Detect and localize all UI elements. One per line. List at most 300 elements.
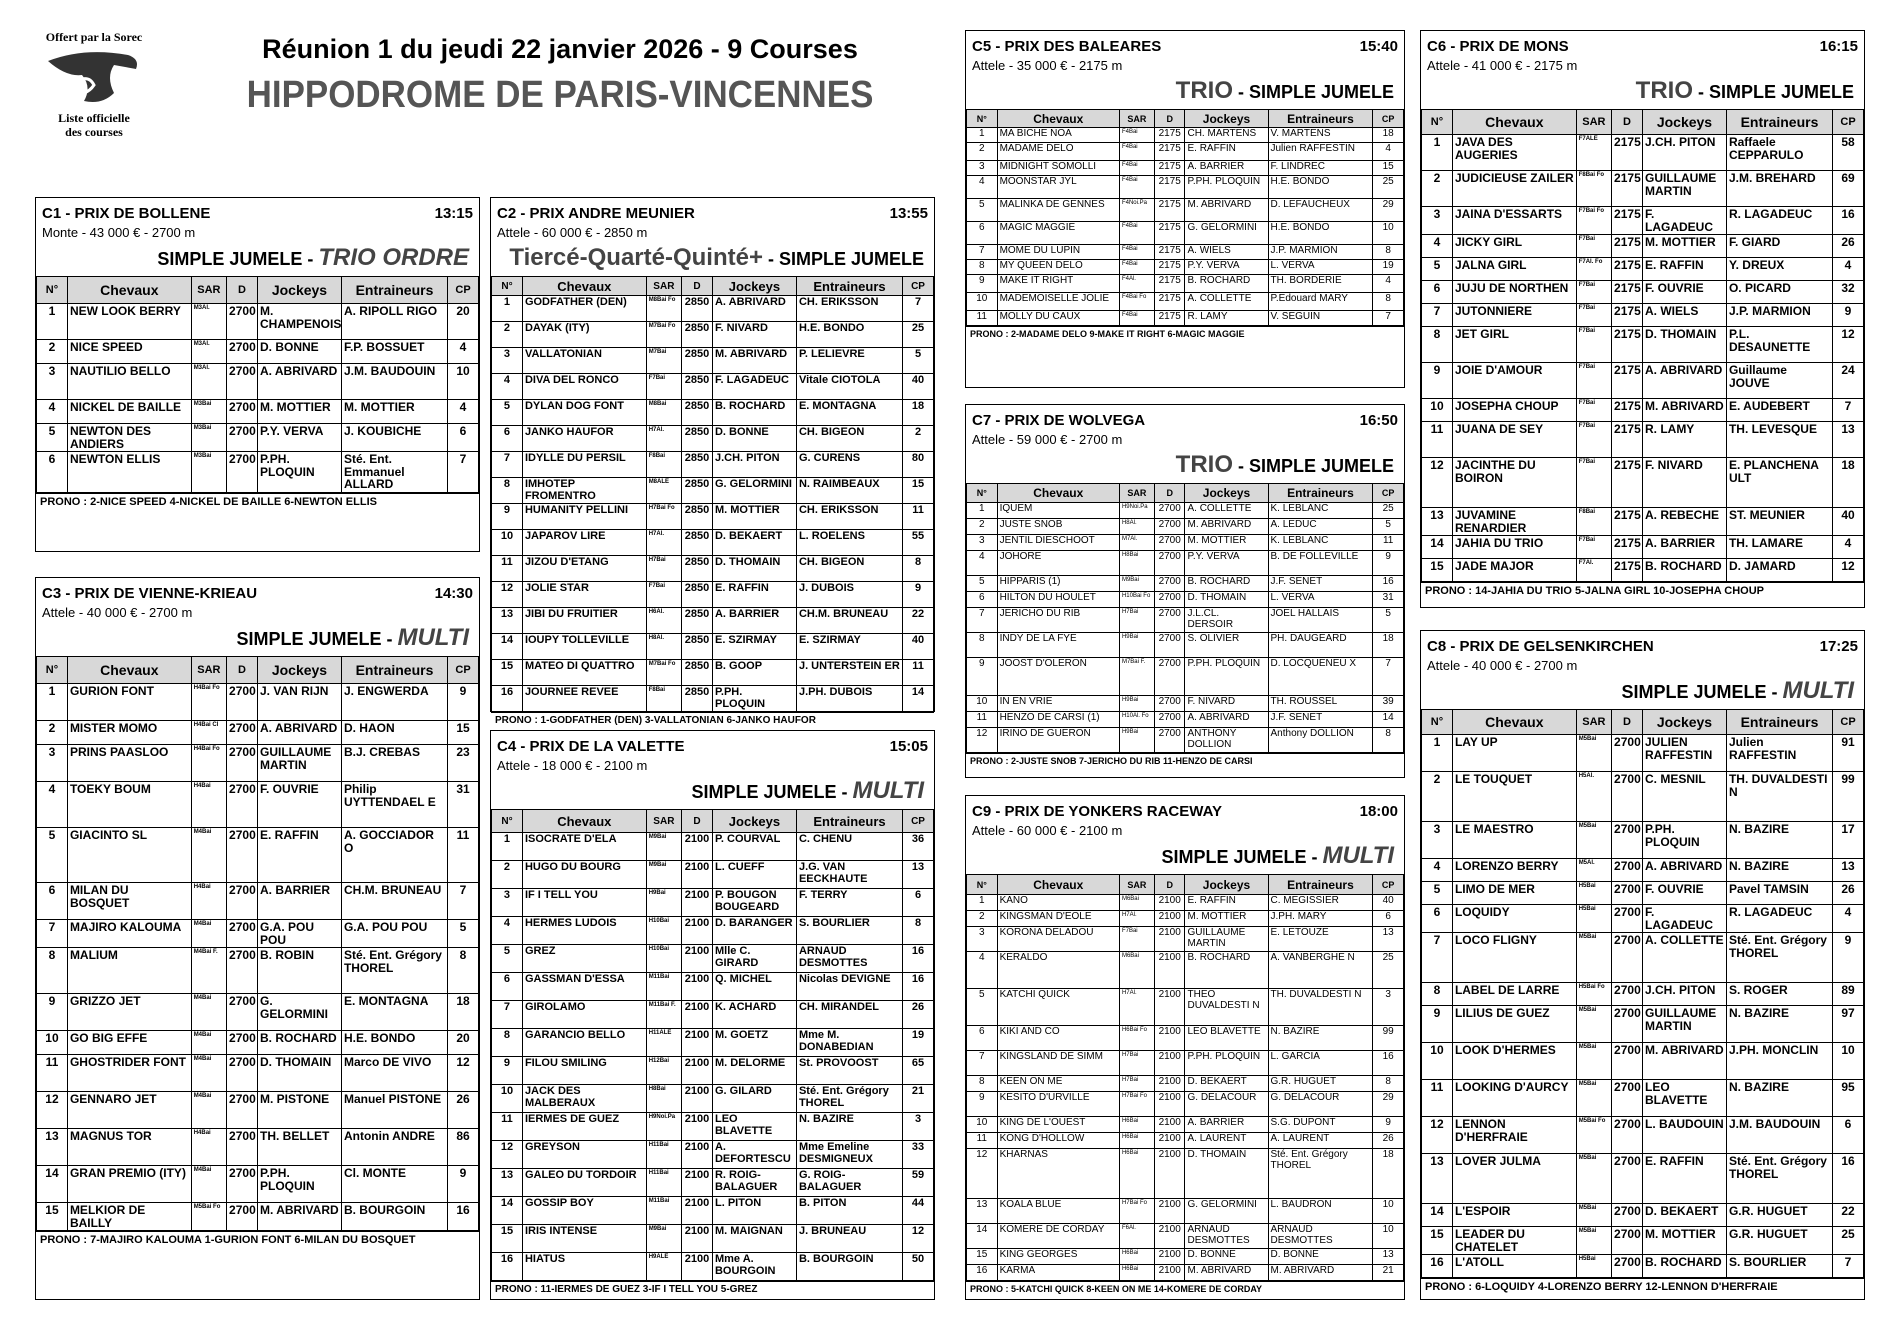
column-header-dist: D (1612, 710, 1643, 735)
cell-num: 6 (37, 883, 68, 920)
cell-sar: M4Bai F. (191, 948, 226, 994)
cell-sar: M5Bai (1576, 822, 1611, 859)
cell-jockey: F. OUVRIE (1642, 281, 1726, 304)
cell-trainer: F. GIARD (1726, 235, 1832, 258)
table-header-row (492, 277, 934, 296)
cell-horse: JET GIRL (1452, 327, 1576, 363)
cell-horse: JUTONNIERE (1452, 304, 1576, 327)
cell-sar: H4Bai Cl (191, 721, 226, 745)
table-row (37, 948, 479, 994)
cell-dist: 2700 (1154, 576, 1185, 592)
cell-cp: 4 (448, 340, 479, 364)
cell-cp: 10 (1373, 1224, 1404, 1249)
cell-trainer: CH.M. BRUNEAU (796, 608, 902, 634)
cell-dist: 2100 (1154, 1026, 1185, 1051)
cell-sar: H5Bai (1576, 882, 1611, 905)
cell-trainer: Sté. Ent. Grégory THOREL (796, 1085, 902, 1113)
cell-cp: 14 (1373, 712, 1404, 728)
cell-dist: 2700 (227, 1055, 258, 1092)
column-header-cp: CP (1833, 710, 1864, 735)
cell-cp: 9 (1373, 1117, 1404, 1133)
cell-sar: H9Bai (1119, 696, 1154, 712)
cell-jockey: B. GOOP (712, 660, 796, 686)
cell-jockey: P.Y. VERVA (1185, 260, 1268, 275)
cell-dist: 2700 (1612, 772, 1643, 822)
cell-jockey: C. MESNIL (1642, 772, 1726, 822)
cell-sar: M9Bai (646, 833, 681, 861)
cell-horse: KOMERE DE CORDAY (997, 1224, 1119, 1249)
cell-num: 3 (1422, 822, 1453, 859)
cell-dist: 2850 (682, 374, 713, 400)
cell-cp: 7 (448, 452, 479, 493)
cell-cp: 8 (1373, 293, 1404, 311)
race-header (966, 405, 1404, 429)
cell-num: 2 (492, 322, 523, 348)
cell-trainer: CH. MIRANDEL (796, 1001, 902, 1029)
cell-trainer: B. DE FOLLEVILLE (1268, 551, 1373, 576)
cell-jockey: B. ROCHARD (1642, 1255, 1726, 1278)
cell-sar: M7Bai (646, 348, 681, 374)
table-row (492, 889, 934, 917)
cell-cp: 12 (1833, 559, 1864, 582)
bet-type-main: SIMPLE JUMELE - (236, 629, 398, 649)
cell-cp: 16 (448, 1203, 479, 1231)
race-conditions: Attele - 35 000 € - 2175 m (972, 58, 1123, 73)
cell-dist: 2700 (1154, 728, 1185, 753)
cell-horse: JOOST D'OLERON (997, 658, 1119, 696)
cell-dist: 2850 (682, 660, 713, 686)
table-row (1422, 1204, 1864, 1227)
cell-dist: 2100 (1154, 1092, 1185, 1117)
cell-horse: JUJU DE NORTHEN (1452, 281, 1576, 304)
race-header (1421, 631, 1864, 655)
table-row (1422, 1255, 1864, 1278)
cell-jockey: M. ABRIVARD (1185, 1265, 1268, 1281)
cell-sar: M11Bai F. (646, 1001, 681, 1029)
table-row (1422, 235, 1864, 258)
cell-dist: 2100 (1154, 1249, 1185, 1265)
cell-sar: H6Al. (646, 608, 681, 634)
cell-sar: F4Bai (1119, 143, 1154, 161)
column-header-jockey: Jockeys (1185, 110, 1268, 128)
cell-num: 4 (967, 176, 998, 199)
cell-horse: DYLAN DOG FONT (522, 400, 646, 426)
cell-dist: 2100 (1154, 952, 1185, 989)
column-header-sar: SAR (191, 657, 226, 684)
cell-cp: 8 (903, 556, 934, 582)
cell-jockey: D. THOMAIN (1185, 592, 1268, 608)
cell-sar: H7Al. (1119, 989, 1154, 1026)
cell-jockey: Mlle C. GIRARD (712, 945, 796, 973)
cell-trainer: J.PH. DUBOIS (796, 686, 902, 712)
cell-trainer: E. SZIRMAY (796, 634, 902, 660)
cell-num: 4 (1422, 859, 1453, 882)
column-header-jockey: Jockeys (712, 277, 796, 296)
cell-horse: KANO (997, 895, 1119, 911)
cell-horse: KIKI AND CO (997, 1026, 1119, 1051)
cell-sar: M3Bai (191, 424, 226, 452)
cell-horse: GRAN PREMIO (ITY) (67, 1166, 191, 1203)
cell-cp: 21 (1373, 1265, 1404, 1281)
cell-horse: LILIUS DE GUEZ (1452, 1006, 1576, 1043)
cell-jockey: TH. BELLET (257, 1129, 341, 1166)
cell-jockey: P. COURVAL (712, 833, 796, 861)
cell-cp: 16 (1373, 1051, 1404, 1076)
cell-num: 1 (967, 128, 998, 143)
cell-trainer: A. GOCCIADOR O (341, 828, 447, 883)
table-row (967, 1224, 1404, 1249)
cell-horse: NICE SPEED (67, 340, 191, 364)
cell-trainer: E. PLANCHENA ULT (1726, 458, 1832, 508)
cell-cp: 16 (1373, 576, 1404, 592)
cell-horse: MOME DU LUPIN (997, 245, 1119, 260)
cell-cp: 19 (1373, 260, 1404, 275)
cell-num: 3 (967, 161, 998, 176)
cell-sar: M5Bai Fo (191, 1203, 226, 1231)
cell-cp: 9 (448, 684, 479, 721)
cell-dist: 2700 (227, 1203, 258, 1231)
cell-num: 14 (37, 1166, 68, 1203)
cell-sar: H4Bai Fo (191, 745, 226, 782)
column-header-cp: CP (903, 277, 934, 296)
cell-sar: M9Bai (646, 1225, 681, 1253)
cell-cp: 20 (448, 304, 479, 340)
runners-table (1421, 109, 1864, 582)
cell-horse: INDY DE LA FYE (997, 633, 1119, 658)
race-header (491, 198, 934, 222)
horse-head-icon (44, 47, 144, 109)
cell-jockey: A. WIELS (1642, 304, 1726, 327)
cell-sar: F4Al. (1119, 275, 1154, 293)
table-row (1422, 1080, 1864, 1117)
prono-line: PRONO : 2-NICE SPEED 4-NICKEL DE BAILLE 6-NEWTON ELLIS (36, 493, 479, 510)
cell-dist: 2175 (1612, 458, 1643, 508)
cell-dist: 2700 (1612, 905, 1643, 933)
table-row (967, 222, 1404, 245)
cell-sar: M4Bai (191, 828, 226, 883)
cell-num: 15 (1422, 1227, 1453, 1255)
cell-horse: JADE MAJOR (1452, 559, 1576, 582)
cell-dist: 2700 (1612, 859, 1643, 882)
cell-trainer: P.L. DESAUNETTE (1726, 327, 1832, 363)
cell-dist: 2700 (227, 1166, 258, 1203)
cell-horse: JAINA D'ESSARTS (1452, 207, 1576, 235)
cell-sar: M7Bai F. (1119, 658, 1154, 696)
cell-horse: DIVA DEL RONCO (522, 374, 646, 400)
cell-num: 8 (967, 633, 998, 658)
prono-line: PRONO : 5-KATCHI QUICK 8-KEEN ON ME 14-KOMERE DE CORDAY (966, 1281, 1404, 1296)
cell-num: 5 (37, 424, 68, 452)
cell-trainer: B.J. CREBAS (341, 745, 447, 782)
cell-trainer: PH. DAUGEARD (1268, 633, 1373, 658)
table-row (37, 920, 479, 948)
cell-num: 15 (492, 660, 523, 686)
table-row (967, 176, 1404, 199)
cell-sar: H12Bai (646, 1057, 681, 1085)
cell-horse: KONG D'HOLLOW (997, 1133, 1119, 1149)
cell-trainer: Pavel TAMSIN (1726, 882, 1832, 905)
cell-jockey: G. GELORMINI (712, 478, 796, 504)
table-row (37, 684, 479, 721)
prono-line: PRONO : 6-LOQUIDY 4-LORENZO BERRY 12-LENNON D'HERFRAIE (1421, 1278, 1864, 1295)
cell-dist: 2100 (682, 1253, 713, 1281)
column-header-num: N° (1422, 110, 1453, 135)
cell-cp: 69 (1833, 171, 1864, 207)
race-conditions: Attele - 60 000 € - 2850 m (497, 225, 648, 240)
cell-horse: MAKE IT RIGHT (997, 275, 1119, 293)
cell-dist: 2100 (682, 833, 713, 861)
cell-trainer: Manuel PISTONE (341, 1092, 447, 1129)
cell-horse: LOCO FLIGNY (1452, 933, 1576, 983)
cell-horse: JACK DES MALBERAUX (522, 1085, 646, 1113)
table-row (967, 952, 1404, 989)
cell-jockey: B. ROBIN (257, 948, 341, 994)
cell-trainer: J.G. VAN EECKHAUTE (796, 861, 902, 889)
table-row (37, 1092, 479, 1129)
cell-num: 14 (492, 634, 523, 660)
cell-dist: 2850 (682, 452, 713, 478)
cell-horse: JOIE D'AMOUR (1452, 363, 1576, 399)
cell-horse: JAPAROV LIRE (522, 530, 646, 556)
bet-type-secondary: MULTI (1322, 842, 1394, 869)
cell-trainer: L. ROELENS (796, 530, 902, 556)
cell-horse: LOOKING D'AURCY (1452, 1080, 1576, 1117)
cell-cp: 16 (903, 973, 934, 1001)
table-row (967, 551, 1404, 576)
cell-sar: M6Bai (1119, 895, 1154, 911)
cell-horse: LORENZO BERRY (1452, 859, 1576, 882)
cell-num: 7 (967, 245, 998, 260)
table-header-row (967, 110, 1404, 128)
cell-cp: 15 (903, 478, 934, 504)
bet-type-secondary: - SIMPLE JUMELE (1232, 82, 1394, 102)
cell-num: 3 (37, 364, 68, 400)
cell-sar: H4Bai Fo (191, 684, 226, 721)
cell-sar: H7Al. (646, 426, 681, 452)
cell-trainer: K. LEBLANC (1268, 535, 1373, 551)
bet-type-main: SIMPLE JUMELE - (691, 782, 853, 802)
cell-dist: 2700 (227, 424, 258, 452)
table-header-row (37, 277, 479, 304)
cell-trainer: J. DUBOIS (796, 582, 902, 608)
column-header-cp: CP (1373, 484, 1404, 503)
prono-line: PRONO : 7-MAJIRO KALOUMA 1-GURION FONT 6-MILAN DU BOSQUET (36, 1231, 479, 1248)
cell-trainer: G. CURENS (796, 452, 902, 478)
race-card-c4 (490, 730, 935, 1300)
logo-bottom-text-2: des courses (65, 125, 123, 139)
cell-trainer: CH. ERIKSSON (796, 296, 902, 322)
cell-num: 10 (1422, 399, 1453, 422)
sorec-logo (30, 30, 158, 150)
cell-horse: MY QUEEN DELO (997, 260, 1119, 275)
cell-trainer: G. ROIG-BALAGUER (796, 1169, 902, 1197)
cell-trainer: R. LAGADEUC (1726, 905, 1832, 933)
cell-sar: M3Bai (191, 452, 226, 493)
cell-jockey: K. ACHARD (712, 1001, 796, 1029)
cell-trainer: G.R. HUGUET (1268, 1076, 1373, 1092)
cell-jockey: D. BONNE (257, 340, 341, 364)
cell-cp: 5 (1373, 608, 1404, 633)
bet-types (1421, 73, 1864, 109)
cell-cp: 11 (1373, 535, 1404, 551)
cell-dist: 2700 (1612, 933, 1643, 983)
table-row (967, 1026, 1404, 1051)
cell-dist: 2175 (1154, 311, 1185, 326)
cell-sar: M11Bai (646, 973, 681, 1001)
cell-dist: 2850 (682, 686, 713, 712)
cell-trainer: ST. MEUNIER (1726, 508, 1832, 536)
cell-horse: GREZ (522, 945, 646, 973)
cell-dist: 2850 (682, 530, 713, 556)
cell-jockey: P.PH. PLOQUIN (1185, 1051, 1268, 1076)
cell-cp: 7 (1373, 658, 1404, 696)
table-row (967, 143, 1404, 161)
cell-cp: 13 (1833, 422, 1864, 458)
cell-sar: F7Bai (1119, 927, 1154, 952)
table-row (37, 340, 479, 364)
cell-num: 5 (967, 989, 998, 1026)
cell-dist: 2175 (1154, 275, 1185, 293)
cell-cp: 13 (903, 861, 934, 889)
runners-table (1421, 709, 1864, 1278)
cell-trainer: B. PITON (796, 1197, 902, 1225)
cell-sar: H7Bai (1119, 608, 1154, 633)
column-header-trainer: Entraineurs (341, 277, 447, 304)
cell-jockey: G.A. POU POU (257, 920, 341, 948)
cell-trainer: C. MEGISSIER (1268, 895, 1373, 911)
bet-type-main: TRIO (1175, 77, 1233, 104)
cell-trainer: Mme M. DONABEDIAN (796, 1029, 902, 1057)
cell-jockey: D. BEKAERT (1642, 1204, 1726, 1227)
cell-jockey: A. ABRIVARD (712, 296, 796, 322)
cell-sar: M7Bai Fo (646, 322, 681, 348)
cell-cp: 17 (1833, 822, 1864, 859)
cell-sar: M8ALE (646, 478, 681, 504)
cell-num: 13 (492, 1169, 523, 1197)
cell-horse: GRIZZO JET (67, 994, 191, 1031)
cell-cp: 10 (1833, 1043, 1864, 1080)
cell-horse: MADAME DELO (997, 143, 1119, 161)
cell-dist: 2700 (227, 452, 258, 493)
column-header-horse: Chevaux (522, 277, 646, 296)
table-row (1422, 399, 1864, 422)
cell-num: 11 (1422, 422, 1453, 458)
cell-horse: HILTON DU HOULET (997, 592, 1119, 608)
cell-dist: 2700 (1612, 882, 1643, 905)
cell-jockey: M. ABRIVARD (712, 348, 796, 374)
cell-dist: 2100 (1154, 1149, 1185, 1199)
table-row (967, 1092, 1404, 1117)
cell-num: 5 (492, 400, 523, 426)
column-header-sar: SAR (1576, 710, 1611, 735)
cell-jockey: D. BEKAERT (1185, 1076, 1268, 1092)
cell-trainer: A. RIPOLL RIGO (341, 304, 447, 340)
table-row (37, 828, 479, 883)
cell-horse: JOSEPHA CHOUP (1452, 399, 1576, 422)
cell-num: 12 (967, 1149, 998, 1199)
bet-type-secondary: MULTI (1782, 677, 1854, 704)
prono-line: PRONO : 14-JAHIA DU TRIO 5-JALNA GIRL 10-JOSEPHA CHOUP (1421, 582, 1864, 599)
cell-num: 8 (1422, 327, 1453, 363)
bet-type-main: SIMPLE JUMELE - (1621, 682, 1783, 702)
cell-jockey: B. ROCHARD (1185, 576, 1268, 592)
cell-cp: 5 (1373, 519, 1404, 535)
cell-num: 2 (492, 861, 523, 889)
cell-horse: TOEKY BOUM (67, 782, 191, 828)
table-row (1422, 983, 1864, 1006)
race-card-c9 (965, 795, 1405, 1300)
cell-dist: 2700 (1154, 696, 1185, 712)
cell-trainer: CH.M. BRUNEAU (341, 883, 447, 920)
bet-types (966, 838, 1404, 874)
cell-jockey: E. RAFFIN (1642, 258, 1726, 281)
cell-horse: LE TOUQUET (1452, 772, 1576, 822)
cell-sar: F7Bai (646, 582, 681, 608)
cell-trainer: J. ENGWERDA (341, 684, 447, 721)
cell-jockey: F. OUVRIE (1642, 882, 1726, 905)
cell-cp: 31 (1373, 592, 1404, 608)
cell-dist: 2850 (682, 634, 713, 660)
cell-jockey: P.PH. PLOQUIN (1185, 658, 1268, 696)
cell-sar: M5Bai (1576, 735, 1611, 772)
cell-num: 2 (1422, 772, 1453, 822)
race-title: C7 - PRIX DE WOLVEGA (972, 412, 1146, 429)
cell-horse: KATCHI QUICK (997, 989, 1119, 1026)
table-row (967, 989, 1404, 1026)
table-row (37, 304, 479, 340)
cell-num: 2 (1422, 171, 1453, 207)
column-header-sar: SAR (1119, 875, 1154, 895)
cell-dist: 2700 (1612, 735, 1643, 772)
cell-sar: H10Bai Fo (1119, 592, 1154, 608)
cell-horse: GARANCIO BELLO (522, 1029, 646, 1057)
cell-sar: F7Bai Fo (1576, 207, 1611, 235)
cell-dist: 2700 (227, 920, 258, 948)
table-row (492, 1197, 934, 1225)
cell-jockey: F. LAGADEUC (1642, 905, 1726, 933)
table-row (967, 1249, 1404, 1265)
table-row (1422, 304, 1864, 327)
table-row (1422, 1227, 1864, 1255)
cell-num: 1 (37, 684, 68, 721)
cell-sar: F7ALE (1576, 135, 1611, 171)
column-header-dist: D (1612, 110, 1643, 135)
cell-cp: 11 (903, 660, 934, 686)
table-row (967, 911, 1404, 927)
cell-trainer: K. LEBLANC (1268, 503, 1373, 519)
cell-jockey: E. RAFFIN (1642, 1154, 1726, 1204)
cell-dist: 2700 (227, 883, 258, 920)
cell-num: 11 (967, 1133, 998, 1149)
table-row (1422, 822, 1864, 859)
cell-cp: 97 (1833, 1006, 1864, 1043)
cell-jockey: A. REBECHE (1642, 508, 1726, 536)
cell-trainer: L. VERVA (1268, 592, 1373, 608)
table-row (1422, 772, 1864, 822)
cell-sar: M3Al. (191, 364, 226, 400)
cell-horse: JANKO HAUFOR (522, 426, 646, 452)
cell-num: 12 (1422, 458, 1453, 508)
cell-jockey: P.PH. PLOQUIN (257, 1166, 341, 1203)
cell-jockey: P.PH. PLOQUIN (712, 686, 796, 712)
cell-jockey: A. COLLETTE (1185, 293, 1268, 311)
column-header-sar: SAR (1119, 484, 1154, 503)
cell-cp: 8 (1373, 1076, 1404, 1092)
table-row (967, 927, 1404, 952)
race-conditions: Attele - 41 000 € - 2175 m (1427, 58, 1578, 73)
cell-sar: H8Bai (1119, 551, 1154, 576)
cell-num: 7 (1422, 304, 1453, 327)
